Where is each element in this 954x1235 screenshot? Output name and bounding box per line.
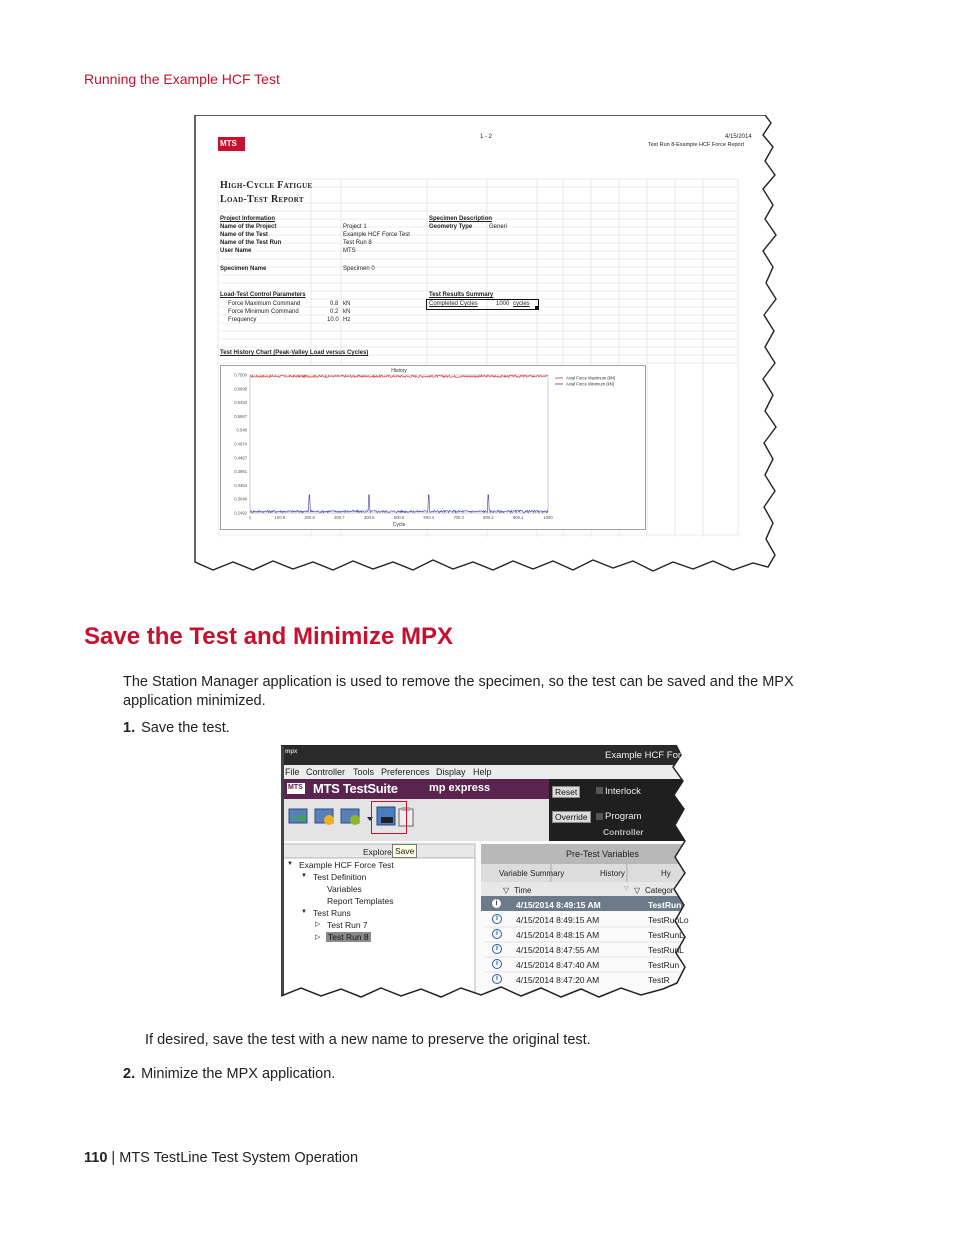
chart-border	[221, 366, 646, 530]
report-date: 4/15/2014	[725, 134, 752, 140]
brand-suite: MTS TestSuite	[313, 781, 398, 796]
info-icon: i	[492, 899, 501, 908]
menu-help[interactable]: Help	[473, 767, 492, 777]
report-title-line2: Load-Test Report	[220, 194, 304, 205]
intro-paragraph: The Station Manager application is used to remove the specimen, so the test can be saved and the MPX application minimized.	[123, 674, 794, 709]
step-2-text: Minimize the MPX application.	[141, 1066, 336, 1082]
log-time[interactable]: 4/15/2014 8:49:15 AM	[516, 900, 601, 910]
param-value: 0.2	[330, 309, 339, 315]
log-time[interactable]: 4/15/2014 8:47:40 AM	[516, 960, 600, 970]
program-indicator	[596, 813, 603, 820]
y-tick-label: 0.3961	[234, 469, 247, 475]
info-icon: i	[492, 974, 502, 984]
x-tick-label: 1	[248, 515, 252, 520]
param-value: 10.0	[327, 317, 339, 323]
report-run-title: Test Run 8-Example HCF Force Report	[648, 142, 744, 148]
step-1-text: Save the test.	[141, 720, 230, 736]
row-value: MTS	[343, 248, 356, 254]
tree-arrow[interactable]: ▼	[287, 861, 293, 867]
tree-item[interactable]: Test Run 7	[327, 920, 368, 930]
tree-arrow[interactable]: ▼	[301, 873, 307, 879]
log-category[interactable]: TestR	[648, 975, 670, 985]
menu-controller[interactable]: Controller	[306, 767, 346, 777]
tree-item[interactable]: Variables	[327, 884, 362, 894]
tree-arrow[interactable]: ▼	[301, 909, 307, 915]
step-1-number: 1.	[123, 720, 136, 736]
row-label: Name of the Project	[220, 224, 277, 230]
col-category[interactable]: Categor	[645, 886, 674, 895]
history-chart	[220, 365, 646, 530]
chart-title: History	[391, 368, 407, 374]
tree-arrow[interactable]: ▷	[315, 921, 321, 928]
row-value: Example HCF Force Test	[343, 232, 410, 238]
geometry-value: Generi	[489, 224, 508, 230]
chart-heading: Test History Chart (Peak-Valley Load versus Cycles)	[220, 350, 369, 356]
col-time[interactable]: Time	[514, 886, 532, 895]
row-value: Project 1	[343, 224, 367, 230]
sort-icon[interactable]: ▽	[624, 886, 629, 892]
tree-arrow[interactable]: ▷	[315, 934, 321, 941]
specimen-desc-heading: Specimen Description	[429, 216, 493, 222]
page-number: 110	[84, 1150, 108, 1166]
y-tick-label: 0.4974	[234, 441, 247, 447]
cell-handle	[535, 306, 538, 309]
interlock-indicator	[596, 787, 603, 794]
completed-value: 1000	[496, 301, 510, 307]
y-tick-label: 0.6999	[234, 386, 247, 392]
log-category[interactable]: TestRun	[648, 960, 680, 970]
pretest-header: Pre-Test Variables	[566, 849, 639, 859]
mpx-screenshot	[281, 745, 696, 1007]
x-tick-label: 500.5	[393, 515, 405, 520]
log-category[interactable]: TestRun	[648, 900, 682, 910]
footer-separator: |	[107, 1150, 120, 1166]
interlock-label: Interlock	[605, 786, 641, 797]
mts-logo-text: MTS	[220, 139, 237, 148]
page-footer	[84, 1150, 358, 1166]
tree-item[interactable]: Report Templates	[327, 896, 394, 906]
completed-label: Completed Cycles	[429, 301, 478, 307]
note-text: If desired, save the test with a new name to preserve the original test.	[145, 1032, 591, 1048]
brand-product: mp express	[429, 782, 491, 794]
tree-item[interactable]: Test Runs	[313, 908, 351, 918]
row-label: Name of the Test	[220, 232, 268, 238]
section-title: Save the Test and Minimize MPX	[84, 623, 453, 650]
log-category[interactable]: TestRunLo	[648, 915, 689, 925]
x-tick-label: 800.2	[483, 515, 494, 520]
y-tick-label: 0.3454	[234, 482, 247, 488]
save-tooltip: Save	[392, 844, 417, 858]
x-tick-label: 200.8	[304, 515, 315, 520]
step-1	[123, 720, 230, 736]
save-highlight	[371, 801, 407, 834]
x-tick-label: 900.1	[512, 515, 524, 520]
x-tick-label: 700.3	[453, 515, 464, 520]
tab-variable-summary[interactable]: Variable Summary	[499, 869, 565, 878]
explorer-header: Explore	[363, 847, 392, 857]
report-page-num: 1 - 2	[480, 134, 493, 140]
y-tick-label: 0.548	[236, 427, 247, 433]
param-label: Force Maximum Command	[228, 301, 301, 307]
running-header: Running the Example HCF Test	[84, 71, 280, 87]
specimen-name-value: Specimen 0	[343, 266, 375, 272]
mpx-window-title: Example HCF For	[605, 750, 682, 761]
log-category[interactable]: TestRunL	[648, 930, 684, 940]
row-label: Name of the Test Run	[220, 240, 282, 246]
mts-brand-logo-text: MTS	[288, 784, 303, 791]
info-icon: i	[492, 914, 502, 924]
menu-tools[interactable]: Tools	[353, 767, 375, 777]
tree-item-selected[interactable]: Test Run 8	[328, 932, 369, 942]
footer-doc-title: MTS TestLine Test System Operation	[119, 1150, 359, 1166]
x-tick-label: 600.4	[423, 515, 435, 520]
param-unit: Hz	[343, 317, 351, 323]
program-label: Program	[605, 811, 642, 822]
y-tick-label: 0.7500	[234, 372, 247, 378]
param-unit: kN	[343, 301, 351, 307]
completed-unit: cycles	[513, 301, 530, 307]
step-2-number: 2.	[123, 1066, 136, 1082]
reset-button[interactable]: Reset	[552, 786, 580, 798]
log-time[interactable]: 4/15/2014 8:49:15 AM	[516, 915, 600, 925]
info-icon: i	[492, 959, 502, 969]
param-label: Force Minimum Command	[228, 309, 299, 315]
tree-item[interactable]: Test Definition	[313, 872, 367, 882]
row-value: Test Run 8	[343, 240, 372, 246]
report-figure	[193, 115, 778, 578]
open-test-icon[interactable]	[315, 809, 334, 825]
x-tick-label: 400.6	[363, 515, 375, 520]
info-icon: i	[492, 929, 502, 939]
menu-display[interactable]: Display	[436, 767, 466, 777]
param-unit: kN	[343, 309, 351, 315]
new-run-icon[interactable]	[341, 809, 360, 825]
new-test-icon[interactable]	[289, 809, 307, 823]
y-tick-label: 0.6493	[234, 400, 247, 406]
project-info-heading: Project Information	[220, 216, 276, 222]
param-value: 0.8	[330, 301, 339, 307]
results-heading: Test Results Summary	[429, 292, 494, 298]
info-icon: i	[492, 944, 502, 954]
x-tick-label: 100.9	[274, 515, 286, 520]
y-tick-label: 0.2492	[234, 510, 247, 516]
step-2	[123, 1066, 335, 1082]
tab-history[interactable]: History	[600, 869, 625, 878]
y-tick-label: 0.3048	[234, 496, 247, 502]
specimen-name-label: Specimen Name	[220, 266, 267, 272]
filter-icon[interactable]: ▽	[634, 886, 641, 895]
geometry-label: Geometry Type	[429, 224, 473, 230]
menu-file[interactable]: File	[285, 767, 300, 777]
controller-label: Controller	[603, 827, 644, 837]
log-time[interactable]: 4/15/2014 8:47:20 AM	[516, 975, 600, 985]
override-button[interactable]: Override	[552, 811, 591, 823]
x-axis-label: Cycle	[392, 522, 406, 528]
tab-hy[interactable]: Hy	[661, 869, 671, 878]
row-label: User Name	[220, 248, 252, 254]
tree-item[interactable]: Example HCF Force Test	[299, 860, 394, 870]
x-tick-label: 1000	[543, 515, 553, 520]
control-heading: Load-Test Control Parameters	[220, 292, 306, 298]
log-time[interactable]: 4/15/2014 8:47:55 AM	[516, 945, 600, 955]
legend-label: Axial Force Maximum (kN)	[566, 375, 616, 381]
menu-preferences[interactable]: Preferences	[381, 767, 430, 777]
report-title-line1: High-Cycle Fatigue	[220, 180, 313, 191]
x-tick-label: 300.7	[334, 515, 345, 520]
y-tick-label: 0.5987	[234, 413, 247, 419]
param-label: Frequency	[228, 317, 257, 323]
log-category[interactable]: TestRunL	[648, 945, 684, 955]
filter-icon[interactable]: ▽	[503, 886, 510, 895]
log-time[interactable]: 4/15/2014 8:48:15 AM	[516, 930, 600, 940]
mpx-app-icon: mpx	[285, 749, 298, 755]
legend-label: Axial Force Minimum (kN)	[566, 381, 615, 387]
y-tick-label: 0.4467	[234, 455, 247, 461]
